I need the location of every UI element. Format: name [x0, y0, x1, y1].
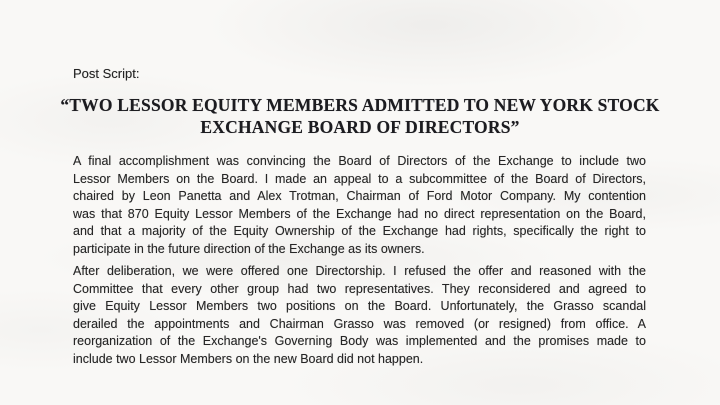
- paragraph-line: and that a majority of the Equity Ownership of the Exchange had rights, specifically the right to: [73, 224, 646, 238]
- postscript-label: Post Script:: [73, 66, 140, 81]
- paragraph-line: was that 870 Equity Lessor Members of the Exchange had no direct representation on the Board,: [73, 206, 646, 221]
- paragraph-line: A final accomplishment was convincing the Board of Directors of the Exchange to include two: [73, 154, 646, 168]
- paragraph-line: derailed the appointments and Chairman Grasso was removed (or resigned) from office. A: [73, 316, 646, 331]
- paragraph-line: Lessor Members on the Board. I made an appeal to a subcommittee of the Board of Directors,: [73, 171, 646, 186]
- paragraph-line: include two Lessor Members on the new Board did not happen.: [73, 351, 424, 366]
- paragraph-line: Committee that every other group had two representatives. They reconsidered and agreed to: [73, 281, 646, 296]
- paragraph-line: reorganization of the Exchange's Governing Body was implemented and the promises made to: [73, 334, 646, 348]
- paragraph-line: chaired by Leon Panetta and Alex Trotman, Chairman of Ford Motor Company. My contention: [73, 189, 646, 203]
- paragraph-line: After deliberation, we were offered one Directorship. I refused the offer and reasoned with the: [73, 264, 646, 278]
- paragraph-first: [73, 153, 646, 258]
- document-title-line1: “TWO LESSOR EQUITY MEMBERS ADMITTED TO NEW YORK STOCK: [60, 95, 660, 115]
- paragraph-second: [73, 263, 646, 368]
- paragraph-line: participate in the future direction of the Exchange as its owners.: [73, 241, 425, 256]
- document-title-line2: EXCHANGE BOARD OF DIRECTORS”: [200, 116, 520, 137]
- document-title: [0, 95, 720, 138]
- paragraph-line: give Equity Lessor Members two positions on the Board. Unfortunately, the Grasso scandal: [73, 299, 646, 313]
